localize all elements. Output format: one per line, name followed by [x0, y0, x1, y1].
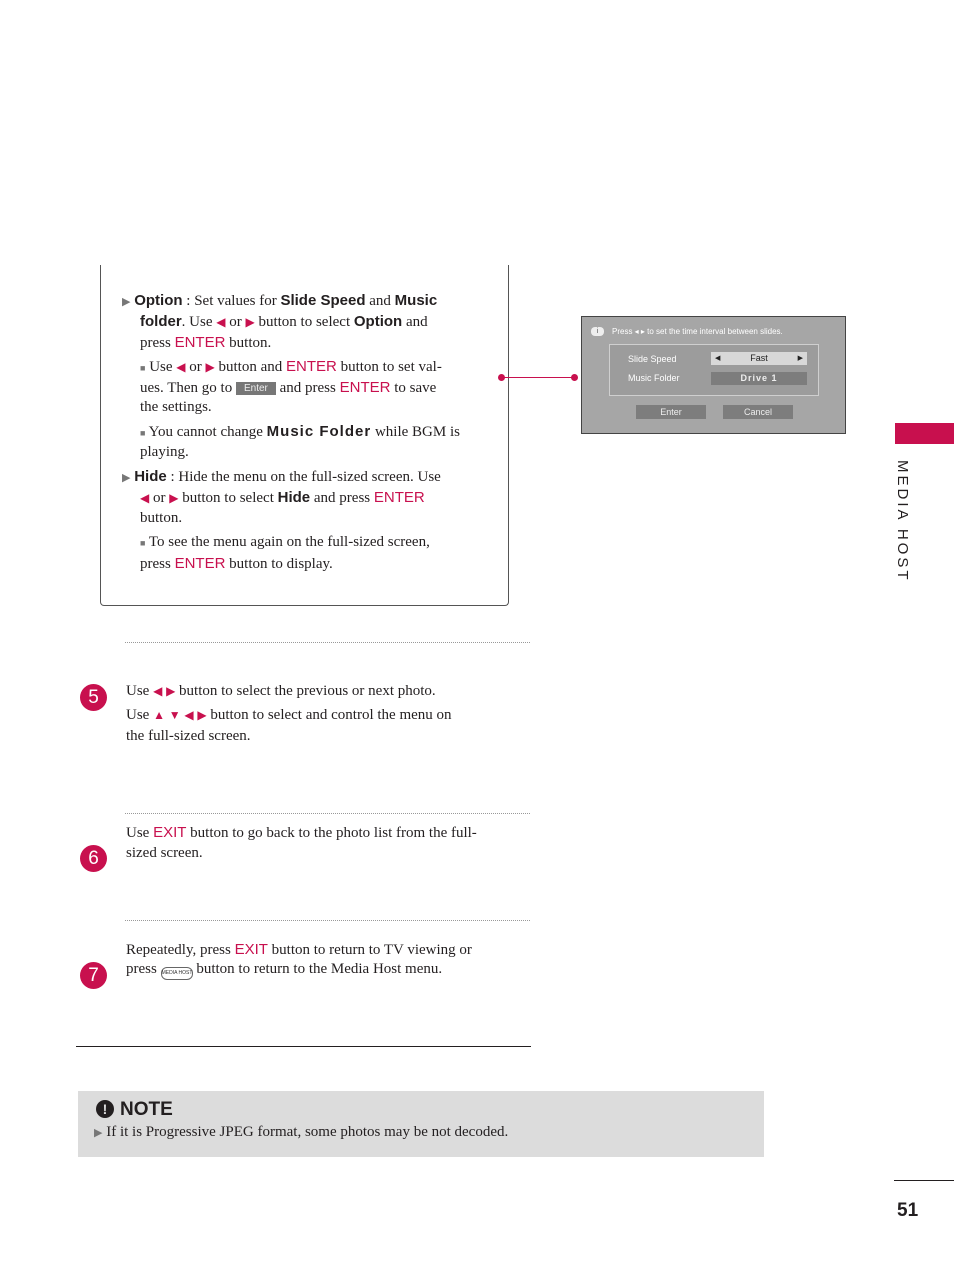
slide-speed-term: Slide Speed — [280, 292, 366, 309]
text: button to select — [178, 490, 278, 506]
right-arrow-icon: ▶ — [166, 684, 176, 698]
text: button to select — [254, 314, 354, 330]
enter-key-label: ENTER — [339, 379, 391, 396]
right-arrow-icon: ▶ — [197, 708, 207, 722]
step-5-badge: 5 — [80, 684, 107, 711]
option-sub1-line-3: the settings. — [140, 399, 212, 415]
music-folder-value[interactable]: Drive 1 — [711, 372, 807, 385]
down-arrow-icon: ▼ — [168, 708, 181, 722]
media-host-button-graphic: MEDIA HOST — [161, 967, 193, 980]
text: button to go back to the photo list from the full- — [186, 825, 477, 841]
music-folder-term: Music Folder — [266, 423, 372, 440]
text: ues. Then go to — [140, 380, 236, 396]
enter-button-graphic: Enter — [236, 382, 276, 395]
option-sub1-line-1 — [140, 356, 442, 379]
info-icon: i — [591, 327, 604, 336]
text: press — [126, 961, 161, 977]
option-term: Option — [134, 292, 183, 309]
dotted-separator — [125, 642, 530, 643]
left-arrow-icon: ◀ — [216, 315, 226, 329]
music-term: Music — [394, 292, 438, 309]
text: and — [365, 293, 395, 309]
left-arrow-icon: ◀ — [140, 491, 150, 505]
note-box — [78, 1091, 764, 1157]
up-arrow-icon: ▲ — [153, 708, 165, 722]
note-title: NOTE — [120, 1099, 173, 1120]
text: . Use — [181, 314, 217, 330]
bullet-square-icon: ■ — [140, 363, 146, 373]
enter-key-label: ENTER — [373, 489, 425, 506]
text: Use — [145, 359, 177, 375]
left-arrow-icon: ◀ — [176, 360, 186, 374]
text: button to return to the Media Host menu. — [192, 961, 443, 977]
hide-term: Hide — [134, 468, 167, 485]
hide-line-2 — [140, 487, 425, 509]
text: or — [149, 490, 170, 506]
option-sub2-line-2: playing. — [140, 444, 189, 460]
section-side-label: MEDIA HOST — [894, 460, 911, 583]
bullet-triangle-icon: ▶ — [122, 472, 131, 484]
enter-key-label: ENTER — [174, 334, 226, 351]
option-line-1 — [122, 290, 437, 313]
callout-dot-right — [571, 374, 578, 381]
left-arrow-icon: ◀ — [184, 708, 194, 722]
enter-key-label: ENTER — [285, 358, 337, 375]
right-arrow-icon: ▶ — [205, 360, 215, 374]
option-sub1-line-2 — [140, 377, 436, 399]
text: button to return to TV viewing or — [267, 942, 472, 958]
dotted-separator — [125, 813, 530, 814]
text: or — [185, 359, 206, 375]
step-5-line-1 — [126, 681, 436, 702]
bullet-triangle-icon: ▶ — [122, 296, 131, 308]
step-7-line-2 — [126, 959, 442, 980]
hide-term: Hide — [277, 489, 311, 506]
step-6-badge: 6 — [80, 845, 107, 872]
text: To see the menu again on the full-sized screen, — [145, 534, 430, 550]
section-tab-marker — [895, 423, 954, 444]
hide-line-3: button. — [140, 510, 183, 526]
bullet-square-icon: ■ — [140, 428, 146, 438]
text: button. — [225, 335, 272, 351]
hide-sub-line-1 — [140, 532, 430, 554]
right-arrow-icon: ▶ — [245, 315, 255, 329]
tv-option-panel — [609, 344, 819, 396]
page-number: 51 — [897, 1200, 919, 1221]
callout-connector-line — [502, 377, 575, 378]
step-5-line-3: the full-sized screen. — [126, 728, 251, 744]
text: button to select and control the menu on — [206, 707, 452, 723]
slide-speed-selector[interactable] — [711, 352, 807, 365]
text: Repeatedly, press — [126, 942, 235, 958]
text: button to select the previous or next photo. — [175, 683, 436, 699]
text: Use — [126, 825, 154, 841]
option-sub2-line-1 — [140, 421, 460, 444]
exit-key-label: EXIT — [234, 941, 268, 958]
page-number-rule — [894, 1180, 954, 1181]
text: press — [140, 335, 175, 351]
music-folder-label: Music Folder — [628, 373, 680, 383]
left-arrow-icon[interactable]: ◀ — [715, 355, 721, 362]
text: You cannot change — [145, 424, 267, 440]
slide-speed-value: Fast — [750, 353, 768, 363]
tv-option-screen — [581, 316, 846, 434]
note-text: If it is Progressive JPEG format, some photos may be not decoded. — [102, 1124, 509, 1140]
step-7-badge: 7 — [80, 962, 107, 989]
exit-key-label: EXIT — [153, 824, 187, 841]
folder-term: folder — [140, 313, 182, 330]
text: and — [402, 314, 428, 330]
text: button to set val- — [336, 359, 442, 375]
text: : Hide the menu on the full-sized screen. Use — [166, 469, 441, 485]
hide-line-1 — [122, 466, 441, 489]
bullet-square-icon: ■ — [140, 538, 146, 548]
text: Use — [126, 707, 154, 723]
hide-sub-line-2 — [140, 553, 333, 575]
option-line-3 — [140, 332, 271, 354]
tv-cancel-button[interactable]: Cancel — [723, 405, 793, 419]
option-line-2 — [140, 311, 428, 333]
text: press — [140, 556, 175, 572]
slide-speed-label: Slide Speed — [628, 354, 677, 364]
bullet-triangle-icon: ▶ — [94, 1127, 103, 1139]
dotted-separator — [125, 920, 530, 921]
step-5-line-2 — [126, 705, 452, 726]
text: button and — [214, 359, 286, 375]
callout-dot-left — [498, 374, 505, 381]
text: : Set values for — [182, 293, 281, 309]
exclamation-icon: ! — [96, 1100, 114, 1118]
step-6-line-2: sized screen. — [126, 845, 203, 861]
step-6-line-1 — [126, 822, 477, 844]
step-7-line-1 — [126, 939, 472, 961]
text: while BGM is — [371, 424, 460, 440]
text: to save — [390, 380, 437, 396]
note-text-line — [94, 1122, 508, 1144]
right-arrow-icon: ▶ — [169, 491, 179, 505]
text: and press — [275, 380, 340, 396]
right-arrow-icon[interactable]: ▶ — [797, 355, 803, 362]
text: button to display. — [225, 556, 333, 572]
text: and press — [310, 490, 374, 506]
text: or — [225, 314, 246, 330]
text: Use — [126, 683, 154, 699]
section-bottom-rule — [76, 1046, 531, 1047]
tv-help-text: Press ◂ ▸ to set the time interval between slides. — [612, 327, 783, 336]
option-term: Option — [353, 313, 403, 330]
tv-enter-button[interactable]: Enter — [636, 405, 706, 419]
left-arrow-icon: ◀ — [153, 684, 163, 698]
enter-key-label: ENTER — [174, 555, 226, 572]
